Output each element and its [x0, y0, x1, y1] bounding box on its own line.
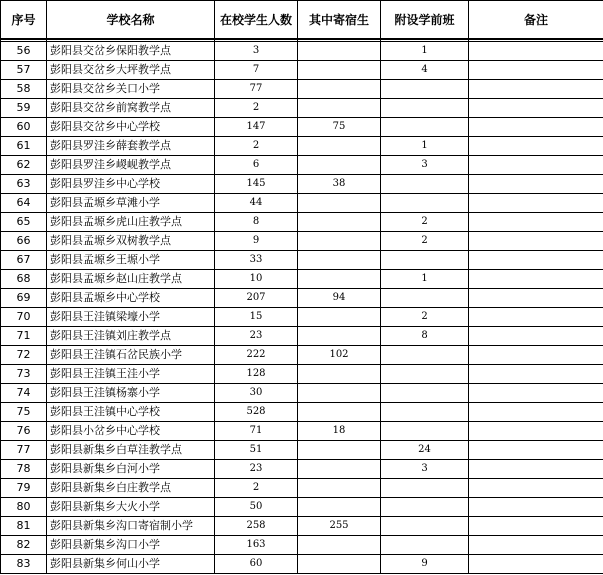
table-row — [1, 251, 603, 270]
cell-preschool: 24 — [381, 441, 469, 460]
cell-school-name: 彭阳县新集乡沟口寄宿制小学 — [47, 517, 215, 536]
table-row — [1, 346, 603, 365]
cell-serial: 60 — [1, 118, 47, 137]
cell-serial: 76 — [1, 422, 47, 441]
cell-boarding — [298, 137, 381, 156]
cell-serial: 72 — [1, 346, 47, 365]
cell-students: 15 — [215, 308, 298, 327]
table-row — [1, 194, 603, 213]
header-boarding: 其中寄宿生 — [298, 1, 381, 40]
cell-note — [469, 175, 603, 194]
cell-serial: 73 — [1, 365, 47, 384]
cell-preschool — [381, 365, 469, 384]
cell-school-name: 彭阳县新集乡白庄教学点 — [47, 479, 215, 498]
table-body — [1, 39, 603, 574]
cell-boarding — [298, 460, 381, 479]
cell-serial: 64 — [1, 194, 47, 213]
cell-students: 2 — [215, 99, 298, 118]
cell-preschool: 2 — [381, 308, 469, 327]
cell-serial: 63 — [1, 175, 47, 194]
cell-note — [469, 346, 603, 365]
cell-serial: 65 — [1, 213, 47, 232]
table-row — [1, 270, 603, 289]
table-row — [1, 365, 603, 384]
table-row — [1, 441, 603, 460]
cell-serial: 57 — [1, 61, 47, 80]
table-row — [1, 118, 603, 137]
table-row — [1, 498, 603, 517]
cell-serial: 81 — [1, 517, 47, 536]
cell-note — [469, 156, 603, 175]
cell-school-name: 彭阳县王洼镇王洼小学 — [47, 365, 215, 384]
cell-preschool — [381, 479, 469, 498]
cell-preschool — [381, 175, 469, 194]
cell-school-name: 彭阳县新集乡白河小学 — [47, 460, 215, 479]
cell-boarding — [298, 270, 381, 289]
cell-students: 7 — [215, 61, 298, 80]
cell-students: 9 — [215, 232, 298, 251]
cell-boarding — [298, 308, 381, 327]
cell-students: 77 — [215, 80, 298, 99]
cell-boarding — [298, 99, 381, 118]
cell-school-name: 彭阳县交岔乡关口小学 — [47, 80, 215, 99]
table-row — [1, 460, 603, 479]
cell-preschool — [381, 517, 469, 536]
cell-serial: 58 — [1, 80, 47, 99]
cell-boarding: 102 — [298, 346, 381, 365]
cell-school-name: 彭阳县孟塬乡赵山庄教学点 — [47, 270, 215, 289]
cell-note — [469, 498, 603, 517]
cell-boarding — [298, 213, 381, 232]
cell-boarding: 75 — [298, 118, 381, 137]
cell-students: 145 — [215, 175, 298, 194]
cell-school-name: 彭阳县罗洼乡中心学校 — [47, 175, 215, 194]
cell-school-name: 彭阳县王洼镇梁壕小学 — [47, 308, 215, 327]
cell-preschool — [381, 403, 469, 422]
cell-serial: 71 — [1, 327, 47, 346]
table-row — [1, 555, 603, 574]
cell-note — [469, 251, 603, 270]
table-row — [1, 137, 603, 156]
cell-preschool — [381, 289, 469, 308]
cell-serial: 56 — [1, 42, 47, 61]
cell-school-name: 彭阳县新集乡何山小学 — [47, 555, 215, 574]
cell-note — [469, 536, 603, 555]
table-row — [1, 42, 603, 61]
cell-school-name: 彭阳县王洼镇石岔民族小学 — [47, 346, 215, 365]
cell-students: 10 — [215, 270, 298, 289]
table-row — [1, 536, 603, 555]
cell-school-name: 彭阳县交岔乡大坪教学点 — [47, 61, 215, 80]
cell-serial: 83 — [1, 555, 47, 574]
cell-preschool: 1 — [381, 42, 469, 61]
cell-boarding: 94 — [298, 289, 381, 308]
table-row — [1, 232, 603, 251]
cell-note — [469, 61, 603, 80]
cell-note — [469, 42, 603, 61]
cell-preschool: 3 — [381, 460, 469, 479]
cell-boarding — [298, 232, 381, 251]
cell-boarding: 18 — [298, 422, 381, 441]
cell-note — [469, 479, 603, 498]
table-row — [1, 80, 603, 99]
cell-serial: 74 — [1, 384, 47, 403]
cell-school-name: 彭阳县罗洼乡嵕岘教学点 — [47, 156, 215, 175]
cell-school-name: 彭阳县交岔乡中心学校 — [47, 118, 215, 137]
cell-serial: 67 — [1, 251, 47, 270]
cell-serial: 68 — [1, 270, 47, 289]
cell-students: 207 — [215, 289, 298, 308]
cell-students: 3 — [215, 42, 298, 61]
cell-students: 147 — [215, 118, 298, 137]
cell-school-name: 彭阳县孟塬乡虎山庄教学点 — [47, 213, 215, 232]
cell-boarding — [298, 327, 381, 346]
cell-school-name: 彭阳县交岔乡前窝教学点 — [47, 99, 215, 118]
cell-note — [469, 460, 603, 479]
cell-school-name: 彭阳县新集乡白草洼教学点 — [47, 441, 215, 460]
cell-serial: 70 — [1, 308, 47, 327]
header-students: 在校学生人数 — [215, 1, 298, 40]
cell-boarding — [298, 384, 381, 403]
cell-note — [469, 289, 603, 308]
header-note: 备注 — [469, 1, 603, 40]
cell-note — [469, 80, 603, 99]
cell-note — [469, 422, 603, 441]
cell-students: 60 — [215, 555, 298, 574]
table-row — [1, 517, 603, 536]
cell-serial: 75 — [1, 403, 47, 422]
cell-note — [469, 384, 603, 403]
cell-boarding — [298, 251, 381, 270]
cell-serial: 80 — [1, 498, 47, 517]
cell-students: 128 — [215, 365, 298, 384]
cell-preschool — [381, 384, 469, 403]
cell-school-name: 彭阳县孟塬乡王塬小学 — [47, 251, 215, 270]
cell-serial: 59 — [1, 99, 47, 118]
cell-students: 2 — [215, 137, 298, 156]
cell-serial: 61 — [1, 137, 47, 156]
cell-note — [469, 555, 603, 574]
cell-boarding: 38 — [298, 175, 381, 194]
cell-students: 2 — [215, 479, 298, 498]
table-row — [1, 61, 603, 80]
cell-note — [469, 118, 603, 137]
cell-boarding — [298, 42, 381, 61]
cell-preschool — [381, 80, 469, 99]
cell-preschool: 2 — [381, 213, 469, 232]
cell-students: 23 — [215, 327, 298, 346]
cell-note — [469, 403, 603, 422]
cell-preschool: 8 — [381, 327, 469, 346]
cell-boarding — [298, 479, 381, 498]
table-row — [1, 289, 603, 308]
cell-preschool — [381, 536, 469, 555]
cell-note — [469, 137, 603, 156]
header-row — [1, 1, 603, 40]
cell-school-name: 彭阳县王洼镇刘庄教学点 — [47, 327, 215, 346]
cell-students: 8 — [215, 213, 298, 232]
cell-boarding — [298, 403, 381, 422]
cell-school-name: 彭阳县孟塬乡中心学校 — [47, 289, 215, 308]
cell-boarding — [298, 536, 381, 555]
cell-school-name: 彭阳县王洼镇杨寨小学 — [47, 384, 215, 403]
cell-students: 23 — [215, 460, 298, 479]
cell-school-name: 彭阳县新集乡大火小学 — [47, 498, 215, 517]
cell-preschool — [381, 346, 469, 365]
cell-preschool — [381, 498, 469, 517]
cell-serial: 62 — [1, 156, 47, 175]
table-row — [1, 327, 603, 346]
cell-students: 44 — [215, 194, 298, 213]
cell-note — [469, 365, 603, 384]
cell-preschool: 2 — [381, 232, 469, 251]
cell-note — [469, 99, 603, 118]
cell-students: 163 — [215, 536, 298, 555]
table-row — [1, 99, 603, 118]
cell-preschool: 4 — [381, 61, 469, 80]
cell-note — [469, 232, 603, 251]
table-row — [1, 213, 603, 232]
cell-students: 51 — [215, 441, 298, 460]
cell-boarding — [298, 441, 381, 460]
cell-students: 6 — [215, 156, 298, 175]
cell-boarding — [298, 498, 381, 517]
cell-students: 30 — [215, 384, 298, 403]
cell-serial: 77 — [1, 441, 47, 460]
table-row — [1, 156, 603, 175]
cell-note — [469, 327, 603, 346]
cell-school-name: 彭阳县孟塬乡双树教学点 — [47, 232, 215, 251]
cell-school-name: 彭阳县王洼镇中心学校 — [47, 403, 215, 422]
header-serial: 序号 — [1, 1, 47, 40]
cell-students: 528 — [215, 403, 298, 422]
cell-school-name: 彭阳县新集乡沟口小学 — [47, 536, 215, 555]
cell-boarding — [298, 194, 381, 213]
table-row — [1, 403, 603, 422]
cell-boarding — [298, 61, 381, 80]
cell-serial: 66 — [1, 232, 47, 251]
cell-students: 222 — [215, 346, 298, 365]
cell-note — [469, 213, 603, 232]
cell-preschool — [381, 422, 469, 441]
table-row — [1, 308, 603, 327]
header-preschool: 附设学前班 — [381, 1, 469, 40]
cell-preschool: 1 — [381, 270, 469, 289]
cell-preschool: 3 — [381, 156, 469, 175]
cell-boarding — [298, 365, 381, 384]
cell-preschool — [381, 118, 469, 137]
cell-note — [469, 270, 603, 289]
table-row — [1, 175, 603, 194]
cell-preschool — [381, 194, 469, 213]
cell-school-name: 彭阳县交岔乡保阳教学点 — [47, 42, 215, 61]
cell-boarding — [298, 555, 381, 574]
cell-students: 50 — [215, 498, 298, 517]
cell-preschool: 1 — [381, 137, 469, 156]
cell-school-name: 彭阳县小岔乡中心学校 — [47, 422, 215, 441]
cell-students: 71 — [215, 422, 298, 441]
cell-serial: 78 — [1, 460, 47, 479]
cell-serial: 69 — [1, 289, 47, 308]
table-row — [1, 422, 603, 441]
cell-preschool — [381, 99, 469, 118]
cell-serial: 79 — [1, 479, 47, 498]
cell-serial: 82 — [1, 536, 47, 555]
table-row — [1, 384, 603, 403]
table-header — [1, 1, 603, 40]
header-school-name: 学校名称 — [47, 1, 215, 40]
cell-note — [469, 308, 603, 327]
cell-boarding: 255 — [298, 517, 381, 536]
cell-school-name: 彭阳县孟塬乡草滩小学 — [47, 194, 215, 213]
cell-boarding — [298, 156, 381, 175]
cell-students: 258 — [215, 517, 298, 536]
cell-note — [469, 194, 603, 213]
cell-note — [469, 441, 603, 460]
cell-note — [469, 517, 603, 536]
table-row — [1, 479, 603, 498]
cell-boarding — [298, 80, 381, 99]
cell-preschool — [381, 251, 469, 270]
cell-students: 33 — [215, 251, 298, 270]
cell-school-name: 彭阳县罗洼乡薛套教学点 — [47, 137, 215, 156]
cell-preschool: 9 — [381, 555, 469, 574]
